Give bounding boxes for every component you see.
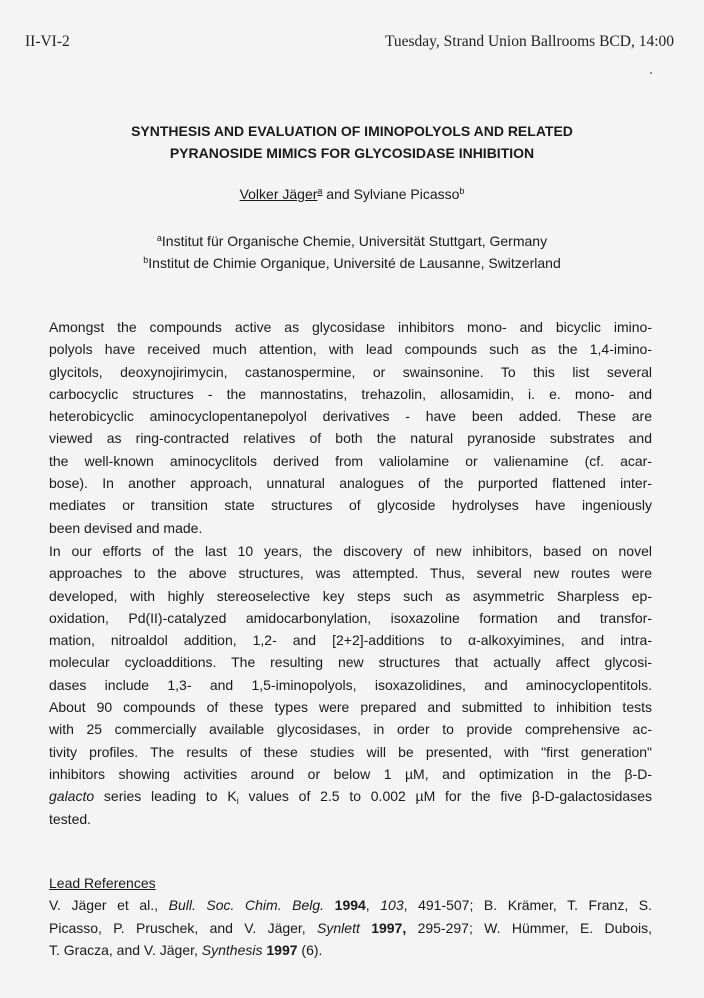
text-fragment: , [365, 897, 381, 914]
title-line-1: SYNTHESIS AND EVALUATION OF IMINOPOLYOLS AND RELATED [131, 123, 573, 139]
scan-speck [650, 72, 652, 74]
text-line: bose). In another approach, unnatural analogues of the purported flattened inter- [49, 475, 652, 492]
affiliation-2-text: Institut de Chimie Organique, Université de Lausanne, Switzerland [148, 255, 561, 271]
affiliations [0, 230, 704, 274]
text-fragment: 295-297; W. Hümmer, E. Dubois, [406, 919, 652, 936]
text-line: In our efforts of the last 10 years, the discovery of new inhibitors, based on novel [49, 543, 652, 559]
text-fragment: Picasso, P. Pruschek, and V. Jäger, [49, 919, 318, 936]
journal-name: Bull. Soc. Chim. Belg. [168, 897, 325, 914]
session-info: Tuesday, Strand Union Ballrooms BCD, 14:00 [384, 33, 674, 50]
references-heading: Lead References [49, 875, 156, 891]
paragraph-2 [49, 540, 652, 830]
text-fragment: V. Jäger et al., [49, 897, 169, 914]
ref-year: 1994 [324, 897, 366, 914]
text-line: oxidation, Pd(II)-catalyzed amidocarbonylation, isoxazoline formation and transfor- [49, 609, 652, 626]
text-fragment: T. Gracza, and V. Jäger, [49, 941, 202, 958]
affiliation-1 [0, 230, 704, 252]
author-list [0, 186, 704, 202]
text-line: polyols have received much attention, with lead compounds such as the 1,4-imino- [49, 341, 652, 358]
reference-line [49, 939, 652, 961]
text-line: Amongst the compounds active as glycosidase inhibitors mono- and bicyclic imino- [49, 319, 652, 335]
paragraph-1 [49, 316, 652, 539]
text-line: the well-known aminocyclitols derived from valiolamine or valienamine (cf. acar- [49, 452, 652, 469]
author-connector: and [322, 186, 354, 202]
author-1-mark: a [317, 186, 323, 196]
text-line: tivity profiles. The results of these studies will be presented, with "first generation" [49, 743, 652, 760]
text-line: developed, with highly stereoselective key steps such as asymmetric Sharpless ep- [49, 587, 652, 604]
affiliation-1-text: Institut für Organische Chemie, Universität Stuttgart, Germany [161, 233, 548, 249]
galacto-term: galacto [49, 788, 95, 805]
reference-line [49, 894, 652, 916]
text-line: been devised and made. [49, 519, 203, 536]
author-2-mark: b [459, 186, 465, 196]
lead-references [49, 872, 652, 961]
author-2: Sylviane Picasso [353, 186, 460, 202]
text-line [49, 785, 652, 807]
text-line: heterobicyclic aminocyclopentanepolyol derivatives - have been added. These are [49, 408, 652, 425]
ref-year: 1997, [359, 919, 407, 936]
text-line: About 90 compounds of these types were prepared and submitted to inhibition tests [49, 699, 652, 716]
ki-subscript: i [236, 796, 239, 807]
journal-name: Synthesis [201, 941, 263, 958]
author-1: Volker Jäger [239, 186, 318, 202]
affiliation-2-mark: b [143, 255, 149, 265]
ref-volume: 103 [380, 897, 404, 914]
text-fragment: (6). [297, 941, 323, 958]
affiliation-1-mark: a [156, 233, 162, 243]
text-fragment: series leading to K [94, 788, 237, 805]
paper-title [0, 120, 704, 164]
session-code: II-VI-2 [25, 33, 70, 50]
text-fragment: values of 2.5 to 0.002 µM for the five β-D-galactosidases [238, 788, 652, 805]
text-line: glycitols, deoxynojirimycin, castanospermine, or swainsonine. To this list several [49, 363, 652, 380]
ref-year: 1997 [262, 941, 298, 958]
text-line: with 25 commercially available glycosidases, in order to provide comprehensive ac- [49, 721, 652, 738]
reference-line [49, 917, 652, 939]
journal-name: Synlett [317, 919, 360, 936]
text-line: carbocyclic structures - the mannostatins, trehazolin, allosamidin, i. e. mono- and [49, 385, 652, 402]
text-line: inhibitors showing activities around or below 1 µM, and optimization in the β-D- [49, 765, 652, 782]
text-line: tested. [49, 810, 92, 827]
text-fragment: , 491-507; B. Krämer, T. Franz, S. [403, 897, 653, 914]
text-line: approaches to the above structures, was attempted. Thus, several new routes were [49, 565, 652, 582]
text-line: dases include 1,3- and 1,5-iminopolyols, isoxazolidines, and aminocyclopentitols. [49, 676, 652, 693]
text-line: mediates or transition state structures of glycoside hydrolyses have ingeniously [49, 497, 652, 514]
title-line-2: PYRANOSIDE MIMICS FOR GLYCOSIDASE INHIBITION [169, 145, 535, 161]
affiliation-2 [0, 252, 704, 274]
text-line: molecular cycloadditions. The resulting new structures that actually affect glycosi- [49, 654, 652, 671]
text-line: mation, nitroaldol addition, 1,2- and [2+2]-additions to α-alkoxyimines, and intra- [49, 632, 652, 649]
text-line: viewed as ring-contracted relatives of both the natural pyranoside substrates and [49, 430, 652, 447]
